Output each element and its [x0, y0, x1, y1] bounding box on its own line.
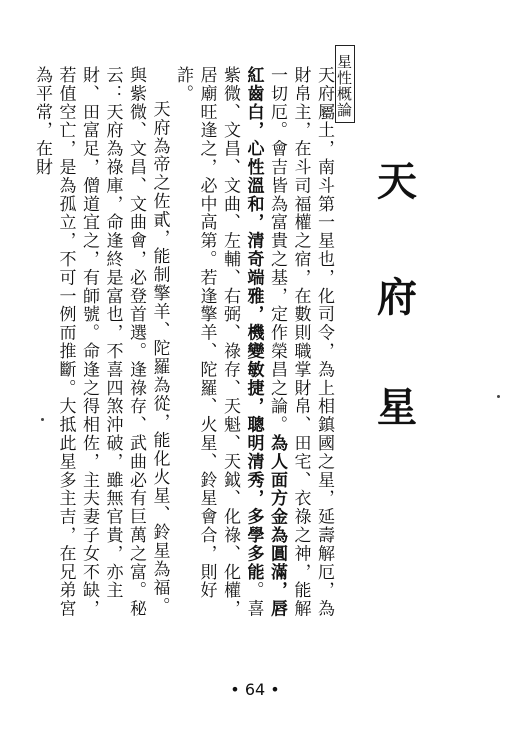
chapter-title — [372, 159, 422, 431]
body-text — [32, 66, 335, 632]
text-segment: 天府屬土，南斗第一星也，化司令，為上相鎮國之星，延壽解厄，為財帛主，在斗司福權之宿，在數則職掌財帛、田宅、衣祿之神，能解一切厄。會吉皆為富貴之基，定作榮昌之論。 — [267, 66, 334, 618]
page-number: • 64 • — [230, 680, 280, 699]
section-badge: 星性概論 — [335, 45, 355, 123]
paragraph-2 — [30, 66, 171, 632]
title-char-1: 天 — [377, 159, 417, 205]
title-char-3: 星 — [377, 385, 417, 431]
scan-speck — [497, 395, 500, 398]
title-char-2: 府 — [377, 275, 417, 321]
scan-speck — [41, 418, 44, 421]
text-segment: 。喜紫微、文昌、文曲、左輔、右弼、祿存、天魁、天鉞、化祿、化權，居廟旺逢之，必中高第。若逢擎羊、陀羅、火星、鈴星會合，則好詐。 — [173, 66, 264, 619]
text-segment: 天府為帝之佐貳，能制擎羊、陀羅為從，能化火星、鈴星為福。與紫微、文昌、文曲會，必登首選。逢祿存、武曲必有巨萬之富。秘云：天府為祿庫，命逢終是富也，不喜四煞沖破，雖無官貴，亦主財、田富足，僧道宜之，有師號。命逢之得相佐，主夫妻子女不缺，若值空亡，是為孤立，不可一例而推斷。大抵此星多主吉，在兄弟宮為平常，在財 — [32, 66, 170, 618]
bold-text-segment: 為人面方金為圓滿，唇紅齒白，心性溫和，清奇端雅，機變敏捷，聰明清秀，多學多能 — [243, 66, 287, 618]
paragraph-1 — [171, 66, 336, 632]
